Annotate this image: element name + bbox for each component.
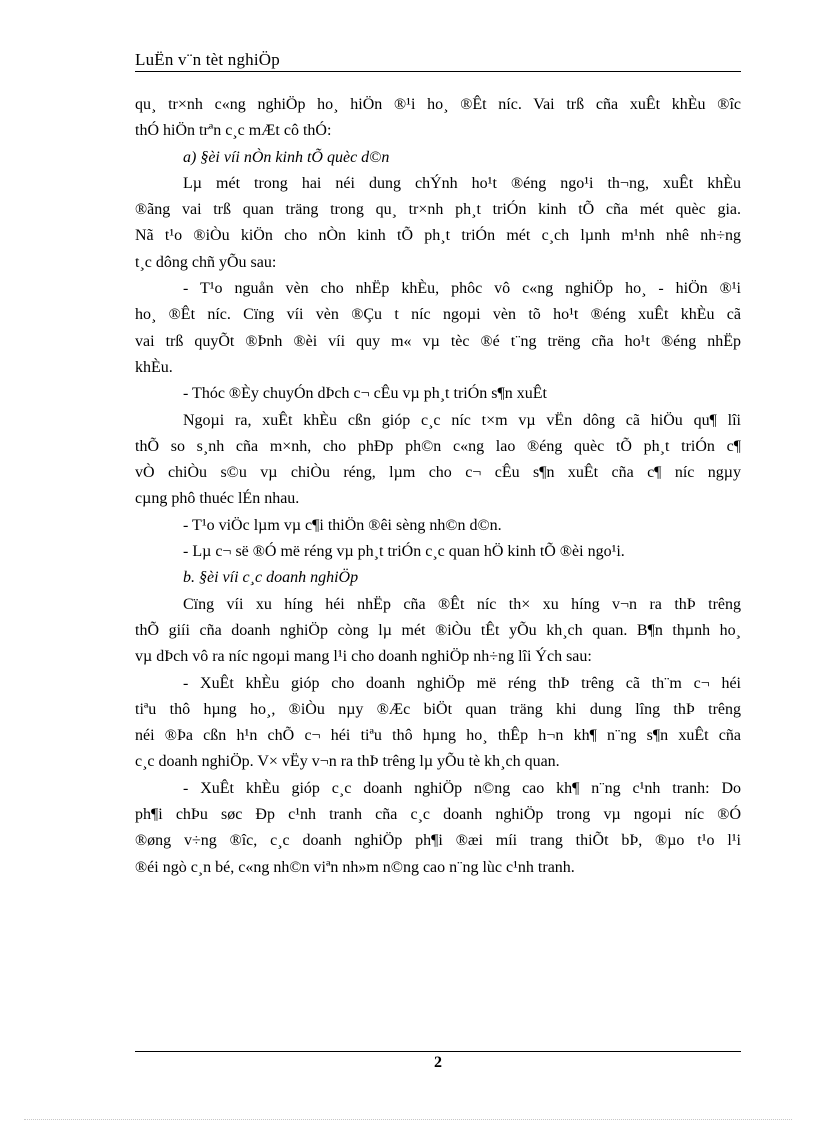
body-line: cµng phô thuéc lÉn nhau. bbox=[135, 490, 300, 508]
body-line: khÈu. bbox=[135, 358, 173, 376]
body-line: - T¹o nguån vèn cho nhËp khÈu, phôc vô c«ng nghiÖp ho¸ - hiÖn ®¹i bbox=[183, 280, 741, 298]
body-line: t¸c dông chñ yÕu sau: bbox=[135, 253, 277, 271]
body-line: Nã t¹o ®iÒu kiÖn cho nÒn kinh tÕ ph¸t triÓn mét c¸ch lµnh m¹nh nhê nh÷ng bbox=[135, 227, 741, 245]
body-line: - T¹o viÖc lµm vµ c¶i thiÖn ®êi sèng nh©n d©n. bbox=[183, 516, 502, 534]
body-line: vÒ chiÒu s©u vµ chiÒu réng, lµm cho c¬ cÊu s¶n xuÊt cña c¶ níc ngµy bbox=[135, 464, 741, 482]
section-heading: b. §èi víi c¸c doanh nghiÖp bbox=[183, 569, 359, 587]
body-line: - Lµ c¬ së ®Ó më réng vµ ph¸t triÓn c¸c quan hÖ kinh tÕ ®èi ngo¹i. bbox=[183, 543, 625, 561]
body-line: vai trß quyÕt ®Þnh ®èi víi quy m« vµ tèc ®é t¨ng trëng cña ho¹t ®éng nhËp bbox=[135, 332, 741, 350]
body-line: Cïng víi xu híng héi nhËp cña ®Êt níc th× xu híng v¬n ra thÞ trêng bbox=[183, 595, 741, 613]
body-line: vµ dÞch vô ra níc ngoµi mang l¹i cho doanh nghiÖp nh÷ng lîi Ých sau: bbox=[135, 648, 592, 666]
body-line: qu¸ tr×nh c«ng nghiÖp ho¸ hiÖn ®¹i ho¸ ®Êt níc. Vai trß cña xuÊt khÈu ®îc bbox=[135, 96, 741, 113]
body-line: ho¸ ®Êt níc. Cïng víi vèn ®Çu t níc ngoµi vèn tõ ho¹t ®éng xuÊt khÈu cã bbox=[135, 306, 741, 324]
body-line: thÕ giíi cña doanh nghiÖp còng lµ mét ®iÒu tÊt yÕu kh¸ch quan. B¶n thµnh ho¸ bbox=[135, 621, 741, 639]
document-body bbox=[135, 92, 741, 881]
body-line: néi ®Þa cßn h¹n chÕ c¬ héi tiªu thô hµng ho¸ thÊp h¬n kh¶ n¨ng s¶n xuÊt cña bbox=[135, 727, 741, 745]
running-header: LuËn v¨n tèt nghiÖp bbox=[135, 50, 280, 69]
header-divider bbox=[135, 71, 741, 72]
body-line: ®ãng vai trß quan träng trong qu¸ tr×nh ph¸t triÓn kinh tÕ cña mét quèc gia. bbox=[135, 201, 741, 219]
body-line: thÓ hiÖn trªn c¸c mÆt cô thÓ: bbox=[135, 122, 332, 140]
body-line: - XuÊt khÈu gióp cho doanh nghiÖp më réng thÞ trêng cã th¨m c¬ héi bbox=[183, 674, 741, 692]
body-line: - Thóc ®Èy chuyÓn dÞch c¬ cÊu vµ ph¸t triÓn s¶n xuÊt bbox=[183, 385, 547, 403]
body-line: Lµ mét trong hai néi dung chÝnh ho¹t ®éng ngo¹i th¬ng, xuÊt khÈu bbox=[183, 174, 741, 192]
body-line: Ngoµi ra, xuÊt khÈu cßn gióp c¸c níc t×m vµ vËn dông cã hiÖu qu¶ lîi bbox=[183, 411, 741, 429]
page-edge-dotted-line bbox=[24, 1119, 792, 1120]
body-line: thÕ so s¸nh cña m×nh, cho phÐp ph©n c«ng lao ®éng quèc tÕ ph¸t triÓn c¶ bbox=[135, 437, 741, 455]
body-line: ph¶i chÞu søc Ðp c¹nh tranh cña c¸c doanh nghiÖp trong vµ ngoµi níc ®Ó bbox=[135, 806, 741, 824]
body-line: ®øng v÷ng ®îc, c¸c doanh nghiÖp ph¶i ®æi míi trang thiÕt bÞ, ®µo t¹o l¹i bbox=[135, 832, 741, 850]
footer-divider bbox=[135, 1051, 741, 1052]
section-heading: a) §èi víi nÒn kinh tÕ quèc d©n bbox=[183, 148, 390, 166]
body-line: - XuÊt khÈu gióp c¸c doanh nghiÖp n©ng cao kh¶ n¨ng c¹nh tranh: Do bbox=[183, 779, 741, 797]
body-line: ®éi ngò c¸n bé, c«ng nh©n viªn nh»m n©ng cao n¨ng lùc c¹nh tranh. bbox=[135, 858, 575, 876]
body-line: tiªu thô hµng ho¸, ®iÒu nµy ®Æc biÖt quan träng khi dung lîng thÞ trêng bbox=[135, 700, 741, 718]
page-number: 2 bbox=[434, 1054, 442, 1071]
body-line: c¸c doanh nghiÖp. V× vËy v¬n ra thÞ trêng lµ yÕu tè kh¸ch quan. bbox=[135, 753, 560, 771]
